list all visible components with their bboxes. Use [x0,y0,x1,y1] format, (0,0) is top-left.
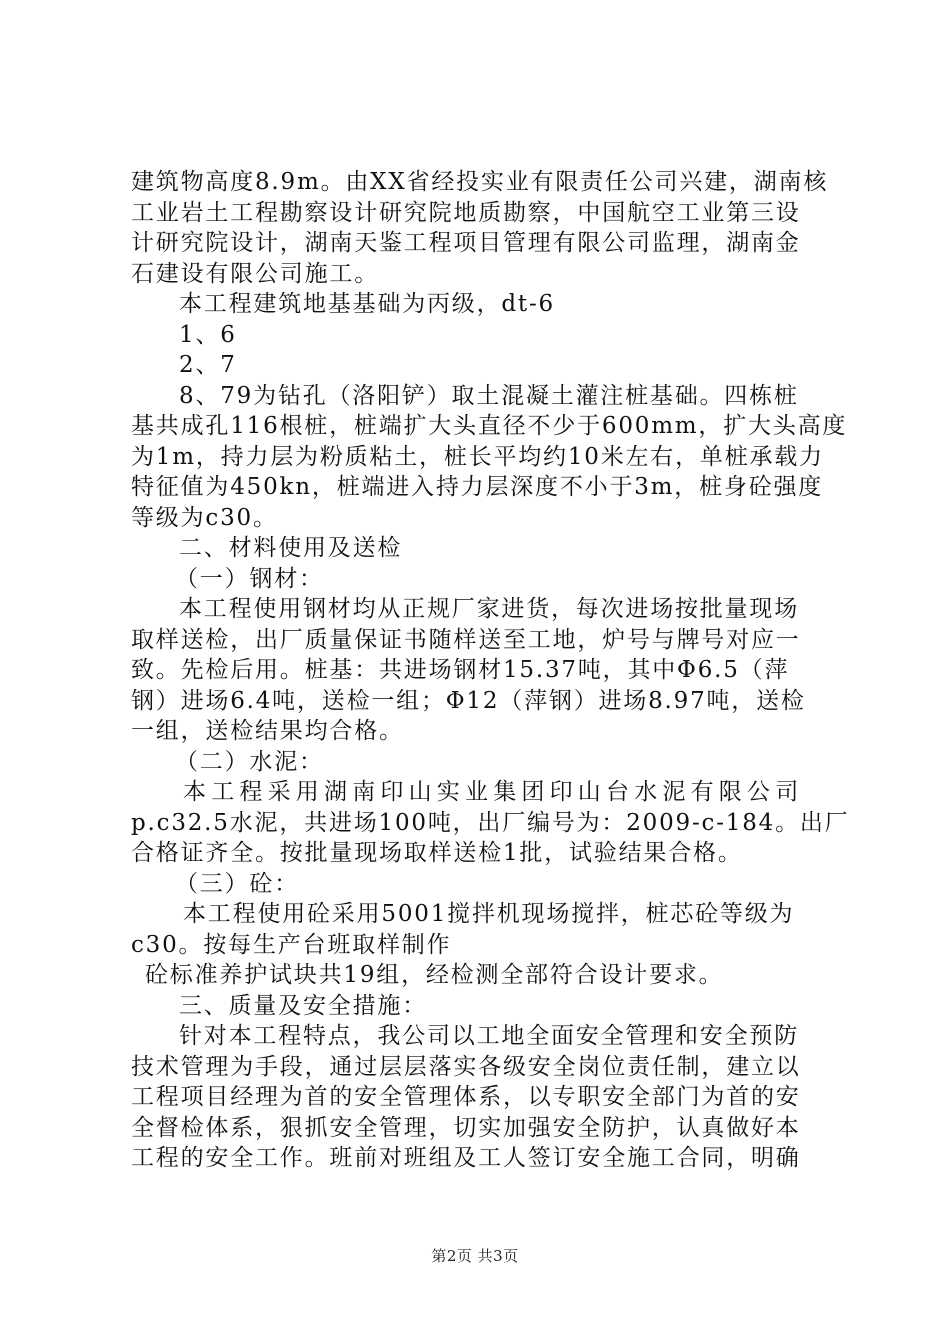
text-line: 钢）进场6.4吨，送检一组；Φ12（萍钢）进场8.97吨，送检 [131,687,806,714]
text-line: 2、7 [179,352,237,378]
text-line: 1、6 [179,321,237,348]
document-body [131,167,850,1174]
page-number-footer: 第2页 共3页 [431,1247,519,1265]
section-heading: 三、质量及安全措施： [179,992,427,1019]
text-line: 基共成孔116根桩，桩端扩大头直径不少于600mm，扩大头高度 [131,413,848,439]
text-line: 本工程建筑地基基础为丙级，dt-6 [179,291,555,317]
text-line: 建筑物高度8.9m。由XX省经投实业有限责任公司兴建，湖南核 [131,169,829,195]
subsection-heading: （二）水泥： [175,748,324,775]
subsection-heading: （三）砼： [175,870,299,897]
text-line: c30。按每生产台班取样制作 [131,931,452,958]
text-line: 计研究院设计，湖南天鉴工程项目管理有限公司监理，湖南金 [131,230,801,256]
text-line: 工业岩土工程勘察设计研究院地质勘察，中国航空工业第三设 [131,199,801,226]
text-line: 8、79为钻孔（洛阳铲）取土混凝土灌注桩基础。四栋桩 [179,382,799,409]
text-line: 石建设有限公司施工。 [131,260,379,287]
text-line: 为1m，持力层为粉质粘土，桩长平均约10米左右，单桩承载力 [131,443,824,470]
text-line: 本工程使用砼采用5001搅拌机现场搅拌，桩芯砼等级为 [183,901,795,927]
text-line: 工程的安全工作。班前对班组及工人签订安全施工合同，明确 [131,1145,801,1171]
text-line: 针对本工程特点，我公司以工地全面安全管理和安全预防 [179,1023,799,1049]
text-line: 致。先检后用。桩基：共进场钢材15.37吨，其中Φ6.5（萍 [131,657,790,683]
text-line: 一组，送检结果均合格。 [131,718,404,744]
text-line: 本工程采用湖南印山实业集团印山台水泥有限公司 [183,779,804,805]
text-line: 等级为c30。 [131,504,278,531]
text-line: p.c32.5水泥，共进场100吨，出厂编号为：2009-c-184。出厂 [131,809,850,836]
section-heading: 二、材料使用及送检 [179,535,403,561]
text-line: 合格证齐全。按批量现场取样送检1批，试验结果合格。 [131,840,743,866]
text-line: 砼标准养护试块共19组，经检测全部符合设计要求。 [145,962,724,988]
text-line: 取样送检，出厂质量保证书随样送至工地，炉号与牌号对应一 [131,626,801,653]
text-line: 全督检体系，狠抓安全管理，切实加强安全防护，认真做好本 [131,1114,801,1141]
text-line: 工程项目经理为首的安全管理体系，以专职安全部门为首的安 [131,1084,801,1110]
text-line: 本工程使用钢材均从正规厂家进货，每次进场按批量现场 [179,596,799,622]
subsection-heading: （一）钢材： [175,565,324,592]
text-line: 特征值为450kn，桩端进入持力层深度不小于3m，桩身砼强度 [131,474,824,500]
text-line: 技术管理为手段，通过层层落实各级安全岗位责任制，建立以 [131,1053,801,1080]
